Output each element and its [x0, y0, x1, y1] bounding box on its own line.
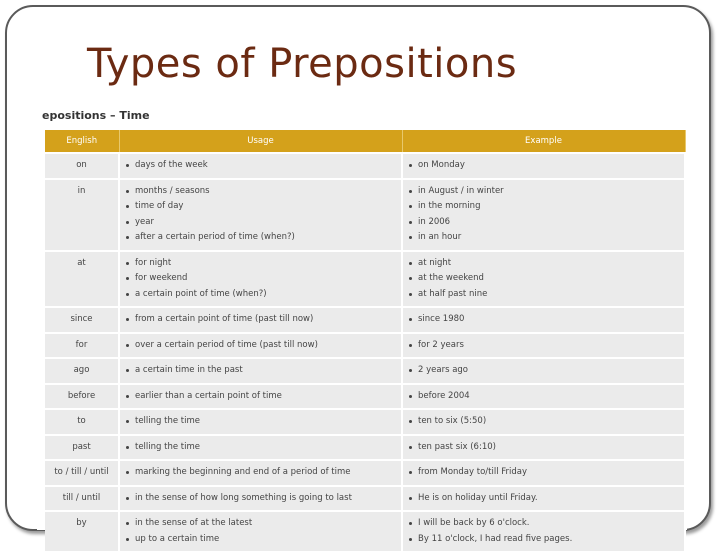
- prepositions-table-image: [37, 107, 687, 544]
- example-list: [409, 414, 678, 430]
- example-item: from Monday to/till Friday: [409, 465, 678, 481]
- example-item: in an hour: [409, 230, 678, 246]
- cell-example: [402, 179, 685, 251]
- cell-usage: [119, 460, 402, 486]
- usage-item: days of the week: [126, 158, 395, 174]
- cell-example: [402, 409, 685, 435]
- cell-example: [402, 511, 685, 551]
- table-row: [45, 409, 685, 435]
- usage-item: for night: [126, 256, 395, 272]
- example-item: on Monday: [409, 158, 678, 174]
- cell-example: [402, 384, 685, 410]
- example-item: before 2004: [409, 389, 678, 405]
- cell-usage: [119, 409, 402, 435]
- usage-item: in the sense of at the latest: [126, 516, 395, 532]
- usage-list: [126, 256, 395, 303]
- cell-usage: [119, 153, 402, 179]
- cell-example: [402, 251, 685, 308]
- example-item: He is on holiday until Friday.: [409, 491, 678, 507]
- cell-example: [402, 153, 685, 179]
- cell-english: past: [45, 435, 119, 461]
- example-item: since 1980: [409, 312, 678, 328]
- example-list: [409, 256, 678, 303]
- usage-item: in the sense of how long something is going to last: [126, 491, 395, 507]
- cell-english: at: [45, 251, 119, 308]
- slide-title: Types of Prepositions: [87, 41, 518, 87]
- usage-list: [126, 363, 395, 379]
- column-header-english: English: [45, 130, 119, 153]
- usage-list: [126, 312, 395, 328]
- example-item: at night: [409, 256, 678, 272]
- table-row: [45, 435, 685, 461]
- cell-english: since: [45, 307, 119, 333]
- table-row: [45, 358, 685, 384]
- example-item: By 11 o'clock, I had read five pages.: [409, 532, 678, 548]
- usage-item: from a certain point of time (past till now): [126, 312, 395, 328]
- cell-english: till / until: [45, 486, 119, 512]
- cell-usage: [119, 511, 402, 551]
- cell-english: before: [45, 384, 119, 410]
- cell-english: ago: [45, 358, 119, 384]
- cell-usage: [119, 435, 402, 461]
- usage-list: [126, 184, 395, 246]
- table-row: [45, 384, 685, 410]
- usage-item: year: [126, 215, 395, 231]
- cell-usage: [119, 179, 402, 251]
- cell-example: [402, 333, 685, 359]
- example-list: [409, 465, 678, 481]
- slide-frame: [5, 5, 711, 544]
- usage-list: [126, 414, 395, 430]
- example-item: at the weekend: [409, 271, 678, 287]
- cell-usage: [119, 384, 402, 410]
- usage-item: earlier than a certain point of time: [126, 389, 395, 405]
- example-item: in the morning: [409, 199, 678, 215]
- table-heading: epositions – Time: [42, 109, 150, 122]
- cell-example: [402, 307, 685, 333]
- example-item: for 2 years: [409, 338, 678, 354]
- usage-item: telling the time: [126, 440, 395, 456]
- usage-item: a certain point of time (when?): [126, 287, 395, 303]
- cell-example: [402, 486, 685, 512]
- usage-item: for weekend: [126, 271, 395, 287]
- table-row: [45, 486, 685, 512]
- table-row: [45, 251, 685, 308]
- example-list: [409, 184, 678, 246]
- table-row: [45, 307, 685, 333]
- example-item: I will be back by 6 o'clock.: [409, 516, 678, 532]
- cell-example: [402, 358, 685, 384]
- usage-list: [126, 158, 395, 174]
- table-row: [45, 511, 685, 551]
- usage-list: [126, 465, 395, 481]
- example-item: in August / in winter: [409, 184, 678, 200]
- table-row: [45, 333, 685, 359]
- cell-english: to: [45, 409, 119, 435]
- cell-usage: [119, 307, 402, 333]
- column-header-usage: Usage: [119, 130, 402, 153]
- table-row: [45, 153, 685, 179]
- usage-list: [126, 338, 395, 354]
- example-list: [409, 158, 678, 174]
- usage-list: [126, 516, 395, 547]
- example-item: 2 years ago: [409, 363, 678, 379]
- usage-list: [126, 491, 395, 507]
- cell-example: [402, 435, 685, 461]
- cell-english: on: [45, 153, 119, 179]
- cell-english: by: [45, 511, 119, 551]
- example-item: in 2006: [409, 215, 678, 231]
- cell-example: [402, 460, 685, 486]
- usage-item: telling the time: [126, 414, 395, 430]
- table-header-row: [45, 130, 685, 153]
- example-item: at half past nine: [409, 287, 678, 303]
- usage-item: up to a certain time: [126, 532, 395, 548]
- cell-english: in: [45, 179, 119, 251]
- example-list: [409, 312, 678, 328]
- example-item: ten past six (6:10): [409, 440, 678, 456]
- example-list: [409, 363, 678, 379]
- table-row: [45, 179, 685, 251]
- usage-item: marking the beginning and end of a period of time: [126, 465, 395, 481]
- cell-usage: [119, 486, 402, 512]
- example-list: [409, 516, 678, 547]
- usage-item: time of day: [126, 199, 395, 215]
- table-row: [45, 460, 685, 486]
- column-header-example: Example: [402, 130, 685, 153]
- usage-list: [126, 440, 395, 456]
- usage-list: [126, 389, 395, 405]
- example-item: ten to six (5:50): [409, 414, 678, 430]
- example-list: [409, 389, 678, 405]
- usage-item: over a certain period of time (past till now): [126, 338, 395, 354]
- cell-english: for: [45, 333, 119, 359]
- prepositions-table: [45, 130, 686, 551]
- usage-item: a certain time in the past: [126, 363, 395, 379]
- cell-english: to / till / until: [45, 460, 119, 486]
- cell-usage: [119, 358, 402, 384]
- example-list: [409, 338, 678, 354]
- cell-usage: [119, 251, 402, 308]
- example-list: [409, 440, 678, 456]
- cell-usage: [119, 333, 402, 359]
- example-list: [409, 491, 678, 507]
- usage-item: after a certain period of time (when?): [126, 230, 395, 246]
- table-body: [45, 153, 685, 551]
- usage-item: months / seasons: [126, 184, 395, 200]
